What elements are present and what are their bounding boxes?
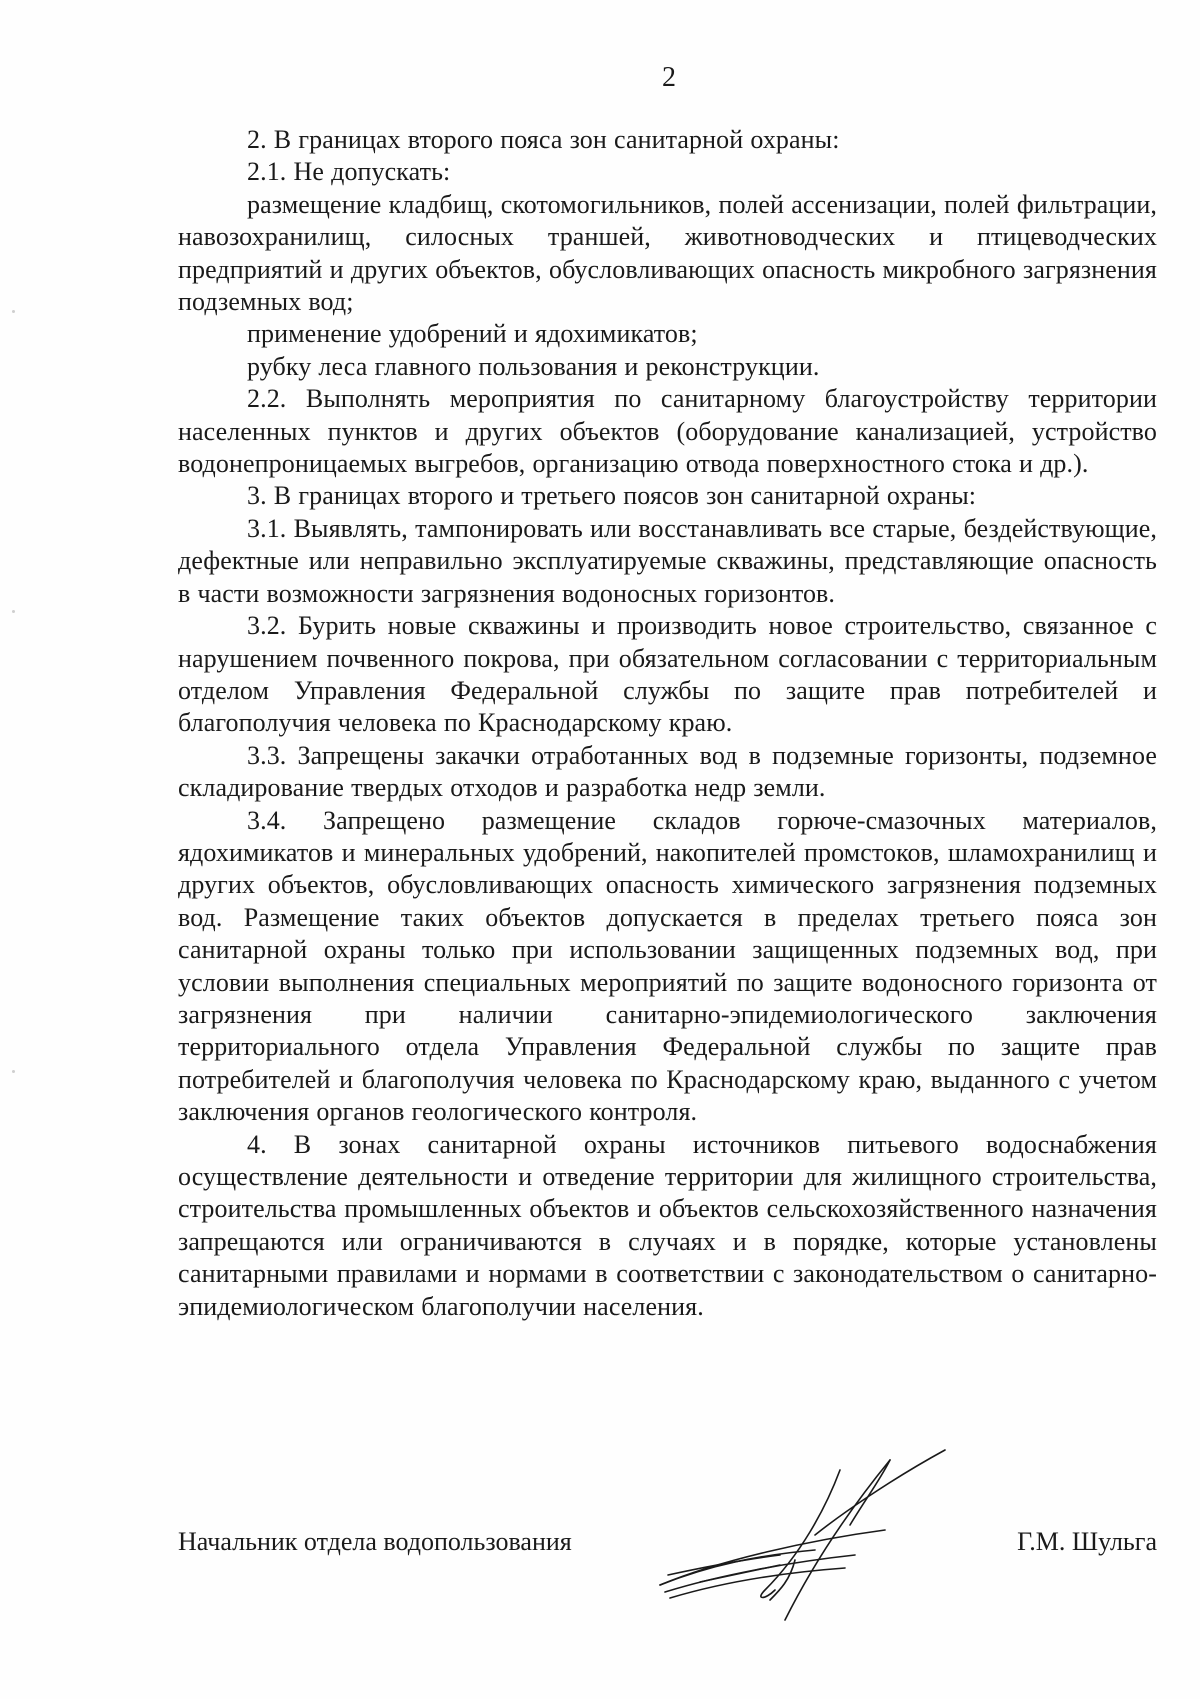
scan-speck <box>12 610 15 613</box>
paragraph-4: 4. В зонах санитарной охраны источников питьевого водоснабжения осуществление деятельности и отведение территории для жилищного строительства, строительства промышленных объектов и объектов сельскохозяйственного назначения запрещаются или ограничиваются в случаях и в порядке, которые установлены санитарными правилами и нормами в соответствии с законодательством о санитарно-эпидемиологическом благополучии населения. <box>178 1129 1157 1321</box>
page-number: 2 <box>662 62 676 93</box>
paragraph-3: 3. В границах второго и третьего поясов зон санитарной охраны: <box>247 481 977 511</box>
paragraph-2-1-item-3: рубку леса главного пользования и реконструкции. <box>247 351 820 381</box>
paragraph-2-1-item-2: применение удобрений и ядохимикатов; <box>247 319 698 349</box>
paragraph-2-2: 2.2. Выполнять мероприятия по санитарному благоустройству территории населенных пунктов и других объектов (оборудование канализацией, устройство водонепроницаемых выгребов, организацию отвода поверхностного стока и др.). <box>178 384 1157 479</box>
paragraph-2-1: 2.1. Не допускать: <box>247 157 451 187</box>
document-body <box>178 124 1157 1323</box>
paragraph-3-4: 3.4. Запрещено размещение складов горюче-смазочных материалов, ядохимикатов и минеральных удобрений, накопителей промстоков, шламохранилищ и других объектов, обусловливающих опасность химического загрязнения подземных вод. Размещение таких объектов допускается в пределах третьего пояса зон санитарной охраны только при использовании защищенных подземных вод, при условии выполнения специальных мероприятий по защите водоносного горизонта от загрязнения при наличии санитарно-эпидемиологического заключения территориального отдела Управления Федеральной службы по защите прав потребителей и благополучия человека по Краснодарскому краю, выданного с учетом заключения органов геологического контроля. <box>178 805 1157 1127</box>
signature-block <box>178 1525 1157 1565</box>
paragraph-2: 2. В границах второго пояса зон санитарной охраны: <box>247 125 840 154</box>
paragraph-2-1-item-1: размещение кладбищ, скотомогильников, полей ассенизации, полей фильтрации, навозохранилищ, силосных траншей, животноводческих и птицеводческих предприятий и других объектов, обусловливающих опасность микробного загрязнения подземных вод; <box>178 189 1157 317</box>
paragraph-3-1: 3.1. Выявлять, тампонировать или восстанавливать все старые, бездействующие, дефектные или неправильно эксплуатируемые скважины, представляющие опасность в части возможности загрязнения водоносных горизонтов. <box>178 513 1157 608</box>
paragraph-3-2: 3.2. Бурить новые скважины и производить новое строительство, связанное с нарушением почвенного покрова, при обязательном согласовании с территориальным отделом Управления Федеральной службы по защите прав потребителей и благополучия человека по Краснодарскому краю. <box>178 611 1157 738</box>
scan-speck <box>12 310 15 313</box>
signatory-name: Г.М. Шульга <box>1017 1527 1157 1556</box>
signatory-position: Начальник отдела водопользования <box>178 1527 572 1556</box>
paragraph-3-3: 3.3. Запрещены закачки отработанных вод в подземные горизонты, подземное складирование твердых отходов и разработка недр земли. <box>178 740 1157 803</box>
scan-speck <box>12 1070 15 1073</box>
